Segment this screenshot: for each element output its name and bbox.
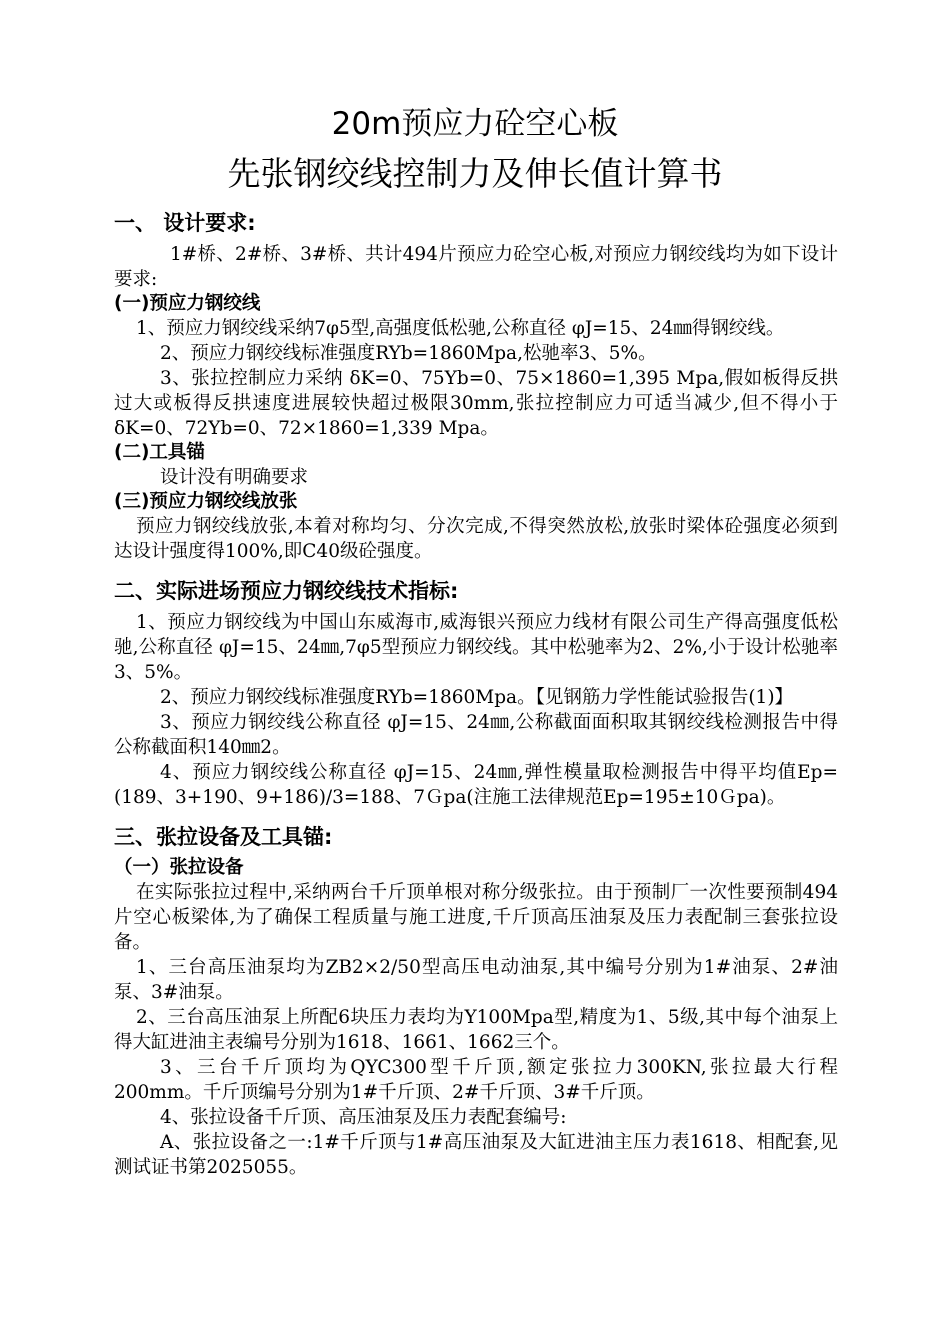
paragraph: 1、三台高压油泵均为ZB2×2/50型高压电动油泵,其中编号分别为1#油泵、2#油泵、3#油泵。 bbox=[114, 957, 838, 1003]
paragraph: 设计没有明确要求 bbox=[160, 467, 309, 488]
section-heading-1: 一、 设计要求: bbox=[114, 211, 256, 235]
subsection-heading-1b: (二)工具锚 bbox=[114, 442, 205, 463]
paragraph: A、张拉设备之一:1#千斤顶与1#高压油泵及大缸进油主压力表1618、相配套,见测试证书第2025055。 bbox=[114, 1132, 838, 1178]
paragraph: 4、预应力钢绞线公称直径 φJ=15、24㎜,弹性模量取检测报告中得平均值Ep=(189、3+190、9+186)/3=188、7Ｇpa(注施工法律规范Ep=195±10Ｇpa)。 bbox=[114, 762, 838, 808]
subsection-heading-3a: （一）张拉设备 bbox=[114, 857, 244, 878]
paragraph: 2、预应力钢绞线标准强度RYb=1860Mpa,松驰率3、5%。 bbox=[160, 343, 657, 364]
paragraph: 2、三台高压油泵上所配6块压力表均为Y100Mpa型,精度为1、5级,其中每个油泵上得大缸进油主表编号分别为1618、1661、1662三个。 bbox=[114, 1007, 838, 1053]
paragraph: 3、三台千斤顶均为QYC300型千斤顶,额定张拉力300KN,张拉最大行程200mm。千斤顶编号分别为1#千斤顶、2#千斤顶、3#千斤顶。 bbox=[114, 1057, 838, 1103]
document-subtitle: 先张钢绞线控制力及伸长值计算书 bbox=[227, 154, 723, 193]
section-heading-2: 二、实际进场预应力钢绞线技术指标: bbox=[114, 579, 459, 603]
paragraph: 3、预应力钢绞线公称直径 φJ=15、24㎜,公称截面面积取其钢绞线检测报告中得公称截面积140㎜2。 bbox=[114, 712, 838, 758]
paragraph: 4、张拉设备千斤顶、高压油泵及压力表配套编号: bbox=[160, 1107, 567, 1128]
paragraph: 2、预应力钢绞线标准强度RYb=1860Mpa。【见钢筋力学性能试验报告(1)】 bbox=[160, 687, 794, 708]
subsection-heading-1a: (一)预应力钢绞线 bbox=[114, 293, 261, 314]
paragraph: 3、张拉控制应力采纳 δK=0、75Yb=0、75×1860=1,395 Mpa,假如板得反拱过大或板得反拱速度进展较快超过极限30mm,张拉控制应力可适当减少,但不得小于 δK=0、72Yb=0、72×1860=1,339 Mpa。 bbox=[114, 368, 838, 439]
paragraph: 1、预应力钢绞线采纳7φ5型,高强度低松驰,公称直径 φJ=15、24㎜得钢绞线。 bbox=[136, 318, 785, 339]
paragraph: 1、预应力钢绞线为中国山东威海市,威海银兴预应力线材有限公司生产得高强度低松驰,公称直径 φJ=15、24㎜,7φ5型预应力钢绞线。其中松驰率为2、2%,小于设计松驰率3、5%。 bbox=[114, 612, 838, 683]
section-heading-3: 三、张拉设备及工具锚: bbox=[114, 825, 333, 849]
paragraph: 预应力钢绞线放张,本着对称均匀、分次完成,不得突然放松,放张时梁体砼强度必须到达设计强度得100%,即C40级砼强度。 bbox=[114, 516, 838, 562]
document-title: 20m预应力砼空心板 bbox=[331, 106, 619, 142]
paragraph: 在实际张拉过程中,采纳两台千斤顶单根对称分级张拉。由于预制厂一次性要预制494片空心板梁体,为了确保工程质量与施工进度,千斤顶高压油泵及压力表配制三套张拉设备。 bbox=[114, 882, 838, 953]
document-body bbox=[114, 202, 838, 1180]
subsection-heading-1c: (三)预应力钢绞线放张 bbox=[114, 491, 298, 512]
paragraph-intro: 1#桥、2#桥、3#桥、共计494片预应力砼空心板,对预应力钢绞线均为如下设计要求: bbox=[114, 244, 838, 290]
